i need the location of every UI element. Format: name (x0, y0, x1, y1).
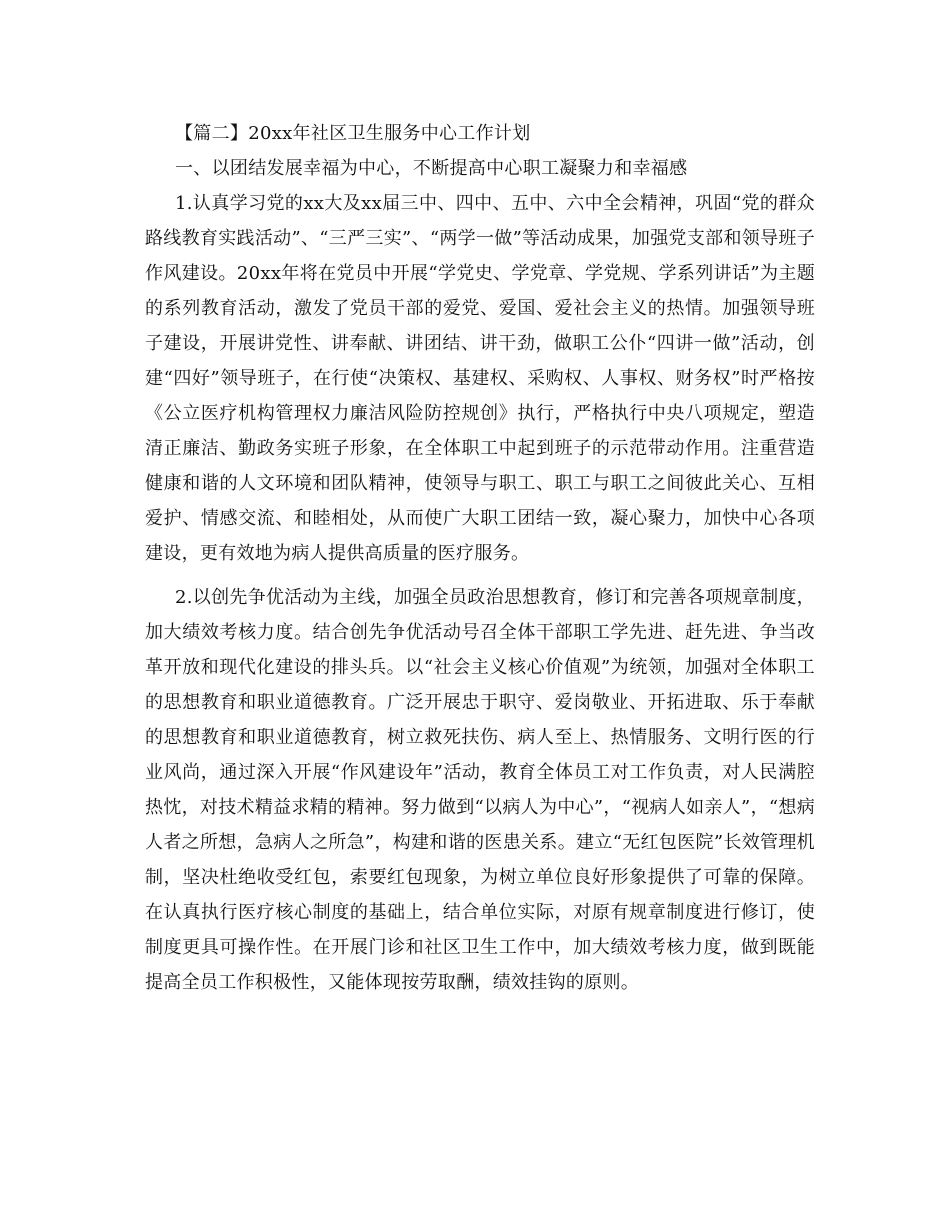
document-body (145, 116, 815, 1000)
paragraph-2: 2.以创先争优活动为主线，加强全员政治思想教育，修订和完善各项规章制度，加大绩效考核力度。结合创先争优活动号召全体干部职工学先进、赶先进、争当改革开放和现代化建设的排头兵。以“社会主义核心价值观”为统领，加强对全体职工的思想教育和职业道德教育。广泛开展忠于职守、爱岗敬业、开拓进取、乐于奉献的思想教育和职业道德教育，树立救死扶伤、病人至上、热情服务、文明行医的行业风尚，通过深入开展“作风建设年”活动，教育全体员工对工作负责，对人民满腔热忱，对技术精益求精的精神。努力做到“以病人为中心”，“视病人如亲人”，“想病人者之所想，急病人之所急”，构建和谐的医患关系。建立“无红包医院”长效管理机制，坚决杜绝收受红包，索要红包现象，为树立单位良好形象提供了可靠的保障。在认真执行医疗核心制度的基础上，结合单位实际，对原有规章制度进行修订，使制度更具可操作性。在开展门诊和社区卫生工作中，加大绩效考核力度，做到既能提高全员工作积极性，又能体现按劳取酬，绩效挂钩的原则。 (145, 587, 815, 993)
section-title: 一、以团结发展幸福为中心，不断提高中心职工凝聚力和幸福感 (175, 158, 688, 179)
paragraph-1: 1.认真学习党的xx大及xx届三中、四中、五中、六中全会精神，巩固“党的群众路线教育实践活动”、“三严三实”、“两学一做”等活动成果，加强党支部和领导班子作风建设。20xx年将在党员中开展“学党史、学党章、学党规、学系列讲话”为主题的系列教育活动，激发了党员干部的爱党、爱国、爱社会主义的热情。加强领导班子建设，开展讲党性、讲奉献、讲团结、讲干劲，做职工公仆“四讲一做”活动，创建“四好”领导班子，在行使“决策权、基建权、采购权、人事权、财务权”时严格按《公立医疗机构管理权力廉洁风险防控规创》执行，严格执行中央八项规定，塑造清正廉洁、勤政务实班子形象，在全体职工中起到班子的示范带动作用。注重营造健康和谐的人文环境和团队精神，使领导与职工、职工与职工之间彼此关心、互相爱护、情感交流、和睦相处，从而使广大职工团结一致，凝心聚力，加快中心各项建设，更有效地为病人提供高质量的医疗服务。 (145, 193, 815, 564)
document-heading: 【篇二】20xx年社区卫生服务中心工作计划 (175, 123, 531, 144)
